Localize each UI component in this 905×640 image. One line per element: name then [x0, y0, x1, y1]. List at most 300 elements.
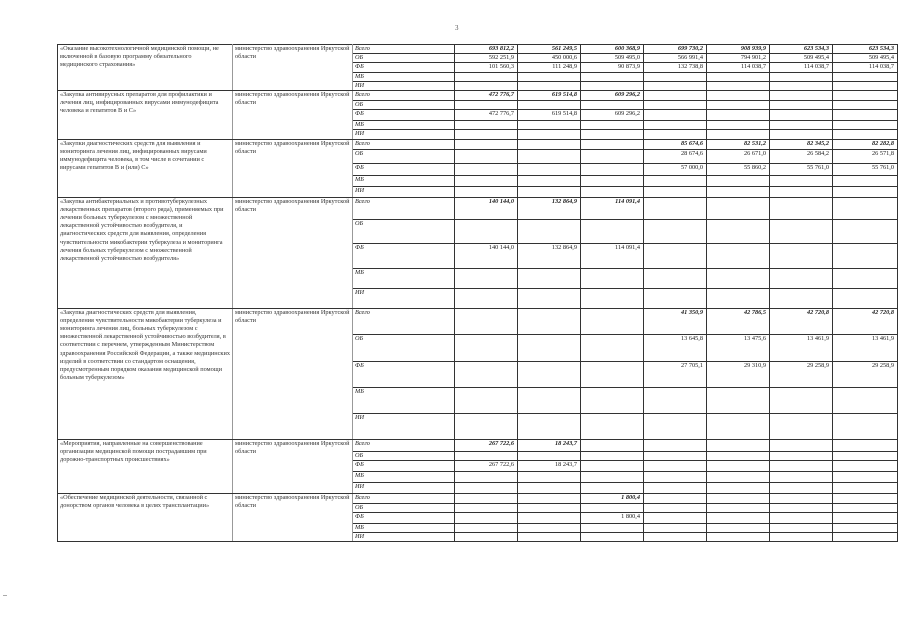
amount-cell — [833, 243, 898, 268]
amount-cell: 623 534,3 — [770, 45, 833, 54]
amount-cell: 794 901,2 — [707, 54, 770, 63]
amount-cell — [707, 175, 770, 186]
amount-cell — [644, 460, 707, 471]
amount-cell — [455, 175, 518, 186]
amount-cell: 140 144,0 — [455, 243, 518, 268]
amount-cell: 26 571,8 — [833, 149, 898, 163]
amount-cell: 82 282,8 — [833, 139, 898, 149]
amount-cell — [518, 482, 581, 493]
amount-cell — [644, 81, 707, 90]
amount-cell — [518, 186, 581, 197]
amount-cell — [770, 513, 833, 524]
amount-cell — [644, 243, 707, 268]
amount-cell — [770, 110, 833, 121]
executor-name: министерство здравоохранения Иркутской области — [233, 493, 353, 542]
amount-cell: 132 864,9 — [518, 243, 581, 268]
margin-mark — [3, 595, 7, 596]
financing-table — [57, 44, 898, 542]
amount-cell — [455, 524, 518, 533]
amount-cell — [644, 413, 707, 439]
amount-cell: 42 720,8 — [770, 308, 833, 334]
funding-source: ИИ — [353, 533, 455, 542]
amount-cell — [455, 361, 518, 387]
amount-cell: 26 671,0 — [707, 149, 770, 163]
amount-cell — [770, 197, 833, 219]
funding-source: ОБ — [353, 451, 455, 460]
amount-cell — [770, 101, 833, 110]
amount-cell — [833, 175, 898, 186]
amount-cell: 1 800,4 — [581, 493, 644, 503]
table-row — [58, 308, 898, 334]
funding-source: МБ — [353, 268, 455, 288]
amount-cell: 619 514,8 — [518, 91, 581, 101]
amount-cell — [518, 130, 581, 139]
amount-cell — [644, 175, 707, 186]
amount-cell — [644, 451, 707, 460]
measure-name: «Оказание высокотехнологичной медицинской помощи, не включенной в базовую программу обязательного медицинского страхования» — [58, 45, 233, 91]
funding-source: ОБ — [353, 54, 455, 63]
amount-cell — [770, 175, 833, 186]
amount-cell — [833, 288, 898, 308]
funding-source: ИИ — [353, 482, 455, 493]
amount-cell: 114 091,4 — [581, 197, 644, 219]
amount-cell — [581, 81, 644, 90]
amount-cell — [707, 243, 770, 268]
amount-cell — [581, 288, 644, 308]
amount-cell — [644, 482, 707, 493]
amount-cell: 609 296,2 — [581, 91, 644, 101]
amount-cell — [770, 493, 833, 503]
amount-cell — [581, 163, 644, 175]
amount-cell — [770, 482, 833, 493]
executor-name: министерство здравоохранения Иркутской области — [233, 197, 353, 308]
funding-source: ФБ — [353, 110, 455, 121]
amount-cell — [770, 533, 833, 542]
amount-cell — [770, 451, 833, 460]
funding-source: МБ — [353, 72, 455, 81]
amount-cell — [455, 268, 518, 288]
amount-cell — [644, 91, 707, 101]
amount-cell — [455, 387, 518, 413]
amount-cell — [581, 460, 644, 471]
amount-cell: 509 495,4 — [770, 54, 833, 63]
funding-source: МБ — [353, 387, 455, 413]
amount-cell — [707, 451, 770, 460]
amount-cell — [707, 439, 770, 451]
amount-cell — [833, 197, 898, 219]
amount-cell: 114 091,4 — [581, 243, 644, 268]
amount-cell — [833, 533, 898, 542]
amount-cell: 42 720,8 — [833, 308, 898, 334]
amount-cell — [644, 197, 707, 219]
amount-cell — [833, 513, 898, 524]
amount-cell — [770, 219, 833, 243]
amount-cell — [581, 482, 644, 493]
amount-cell — [833, 130, 898, 139]
amount-cell — [644, 110, 707, 121]
measure-name: «Закупка антивирусных препаратов для профилактики и лечения лиц, инфицированных вирусами иммунодефицита человека и гепатитов В и С» — [58, 91, 233, 140]
funding-source: ИИ — [353, 81, 455, 90]
amount-cell — [455, 493, 518, 503]
amount-cell: 82 531,2 — [707, 139, 770, 149]
amount-cell: 13 645,8 — [644, 334, 707, 361]
amount-cell — [518, 121, 581, 130]
amount-cell — [455, 149, 518, 163]
funding-source: ФБ — [353, 460, 455, 471]
measure-name: «Мероприятия, направленные на совершенствование организации медицинской помощи пострадавшим при дорожно-транспортных происшествиях» — [58, 439, 233, 493]
amount-cell — [644, 101, 707, 110]
amount-cell — [833, 482, 898, 493]
amount-cell — [518, 387, 581, 413]
executor-name: министерство здравоохранения Иркутской области — [233, 45, 353, 91]
amount-cell — [518, 451, 581, 460]
table-row — [58, 197, 898, 219]
amount-cell — [644, 524, 707, 533]
amount-cell: 114 038,7 — [833, 63, 898, 72]
amount-cell — [644, 186, 707, 197]
amount-cell: 600 368,9 — [581, 45, 644, 54]
amount-cell: 699 730,2 — [644, 45, 707, 54]
amount-cell: 55 761,0 — [833, 163, 898, 175]
amount-cell — [707, 482, 770, 493]
amount-cell: 57 000,0 — [644, 163, 707, 175]
amount-cell: 908 939,9 — [707, 45, 770, 54]
amount-cell — [581, 101, 644, 110]
amount-cell — [707, 503, 770, 512]
funding-source: ФБ — [353, 513, 455, 524]
amount-cell — [833, 72, 898, 81]
amount-cell — [455, 503, 518, 512]
table-body — [58, 45, 898, 542]
amount-cell — [833, 387, 898, 413]
amount-cell: 55 761,0 — [770, 163, 833, 175]
amount-cell: 85 674,6 — [644, 139, 707, 149]
amount-cell: 18 243,7 — [518, 439, 581, 451]
amount-cell: 609 296,2 — [581, 110, 644, 121]
funding-source: Всего — [353, 91, 455, 101]
amount-cell — [644, 533, 707, 542]
amount-cell — [518, 513, 581, 524]
amount-cell — [581, 451, 644, 460]
amount-cell — [707, 197, 770, 219]
amount-cell — [518, 361, 581, 387]
amount-cell — [581, 471, 644, 482]
amount-cell — [833, 460, 898, 471]
funding-source: Всего — [353, 308, 455, 334]
amount-cell: 509 495,0 — [581, 54, 644, 63]
amount-cell — [707, 130, 770, 139]
amount-cell — [833, 219, 898, 243]
amount-cell — [833, 101, 898, 110]
amount-cell — [644, 72, 707, 81]
amount-cell — [707, 72, 770, 81]
amount-cell: 619 514,8 — [518, 110, 581, 121]
amount-cell — [455, 219, 518, 243]
amount-cell: 26 584,2 — [770, 149, 833, 163]
amount-cell — [833, 503, 898, 512]
amount-cell — [518, 471, 581, 482]
amount-cell: 13 461,9 — [833, 334, 898, 361]
page-number: 3 — [455, 24, 459, 32]
amount-cell — [455, 471, 518, 482]
amount-cell: 90 873,9 — [581, 63, 644, 72]
amount-cell — [581, 149, 644, 163]
amount-cell — [455, 513, 518, 524]
amount-cell — [644, 471, 707, 482]
executor-name: министерство здравоохранения Иркутской области — [233, 439, 353, 493]
amount-cell — [581, 308, 644, 334]
amount-cell — [770, 130, 833, 139]
amount-cell — [707, 524, 770, 533]
amount-cell — [833, 471, 898, 482]
amount-cell — [518, 72, 581, 81]
amount-cell — [518, 81, 581, 90]
amount-cell — [833, 81, 898, 90]
amount-cell: 472 776,7 — [455, 91, 518, 101]
amount-cell — [644, 130, 707, 139]
amount-cell — [707, 81, 770, 90]
amount-cell: 114 038,7 — [770, 63, 833, 72]
amount-cell — [770, 186, 833, 197]
amount-cell: 623 534,3 — [833, 45, 898, 54]
funding-source: ИИ — [353, 130, 455, 139]
funding-source: ОБ — [353, 219, 455, 243]
amount-cell — [518, 101, 581, 110]
table-row — [58, 91, 898, 101]
amount-cell: 41 350,9 — [644, 308, 707, 334]
amount-cell — [707, 268, 770, 288]
amount-cell — [518, 149, 581, 163]
amount-cell — [833, 110, 898, 121]
amount-cell — [644, 387, 707, 413]
amount-cell — [644, 288, 707, 308]
amount-cell — [707, 110, 770, 121]
amount-cell — [833, 413, 898, 439]
amount-cell — [707, 387, 770, 413]
amount-cell: 29 258,9 — [770, 361, 833, 387]
amount-cell — [833, 439, 898, 451]
funding-source: Всего — [353, 197, 455, 219]
funding-source: ФБ — [353, 361, 455, 387]
amount-cell — [455, 101, 518, 110]
amount-cell — [644, 493, 707, 503]
funding-source: ОБ — [353, 503, 455, 512]
amount-cell — [581, 524, 644, 533]
funding-source: ИИ — [353, 186, 455, 197]
amount-cell — [581, 219, 644, 243]
executor-name: министерство здравоохранения Иркутской области — [233, 308, 353, 439]
amount-cell — [455, 308, 518, 334]
table-row — [58, 439, 898, 451]
amount-cell — [455, 288, 518, 308]
amount-cell — [707, 219, 770, 243]
amount-cell — [644, 513, 707, 524]
amount-cell — [833, 524, 898, 533]
amount-cell — [707, 533, 770, 542]
amount-cell — [644, 219, 707, 243]
amount-cell — [455, 72, 518, 81]
amount-cell — [833, 451, 898, 460]
amount-cell — [707, 493, 770, 503]
amount-cell — [644, 503, 707, 512]
amount-cell — [455, 334, 518, 361]
amount-cell: 42 786,5 — [707, 308, 770, 334]
amount-cell: 13 461,9 — [770, 334, 833, 361]
amount-cell — [581, 387, 644, 413]
funding-source: ФБ — [353, 163, 455, 175]
measure-name: «Обеспечение медицинской деятельности, связанной с донорством органов человека в целях трансплантации» — [58, 493, 233, 542]
amount-cell — [770, 268, 833, 288]
funding-source: ФБ — [353, 63, 455, 72]
amount-cell — [518, 268, 581, 288]
amount-cell — [518, 175, 581, 186]
funding-source: ИИ — [353, 288, 455, 308]
amount-cell: 566 991,4 — [644, 54, 707, 63]
amount-cell — [707, 121, 770, 130]
amount-cell — [581, 72, 644, 81]
amount-cell: 82 345,2 — [770, 139, 833, 149]
table-row — [58, 45, 898, 54]
funding-source: ИИ — [353, 413, 455, 439]
amount-cell: 28 674,6 — [644, 149, 707, 163]
amount-cell: 472 776,7 — [455, 110, 518, 121]
amount-cell: 27 705,1 — [644, 361, 707, 387]
amount-cell: 55 860,2 — [707, 163, 770, 175]
amount-cell: 13 475,6 — [707, 334, 770, 361]
amount-cell: 132 738,8 — [644, 63, 707, 72]
executor-name: министерство здравоохранения Иркутской области — [233, 91, 353, 140]
amount-cell: 29 310,9 — [707, 361, 770, 387]
amount-cell: 18 243,7 — [518, 460, 581, 471]
amount-cell — [581, 186, 644, 197]
funding-source: Всего — [353, 45, 455, 54]
amount-cell — [518, 334, 581, 361]
amount-cell — [455, 81, 518, 90]
amount-cell — [581, 268, 644, 288]
amount-cell — [518, 524, 581, 533]
amount-cell — [581, 130, 644, 139]
amount-cell — [518, 139, 581, 149]
amount-cell — [581, 361, 644, 387]
measure-name: «Закупка диагностических средств для выявления, определения чувствительности микобактерии туберкулеза и мониторинга лечения лиц, больных туберкулезом с множественной лекарственной устойчивостью возбудителя, в соответствии с перечнем, утвержденным Министерством здравоохранения Российской Федерации, а также медицинских изделий в соответствии со стандартом оснащения, предусмотренным порядком оказания медицинской помощи больным туберкулезом» — [58, 308, 233, 439]
amount-cell — [581, 334, 644, 361]
amount-cell — [833, 91, 898, 101]
amount-cell: 509 495,4 — [833, 54, 898, 63]
amount-cell — [581, 175, 644, 186]
funding-source: МБ — [353, 471, 455, 482]
amount-cell: 132 864,9 — [518, 197, 581, 219]
amount-cell — [770, 91, 833, 101]
executor-name: министерство здравоохранения Иркутской области — [233, 139, 353, 197]
funding-source: МБ — [353, 524, 455, 533]
amount-cell — [770, 413, 833, 439]
amount-cell — [707, 513, 770, 524]
amount-cell — [707, 288, 770, 308]
amount-cell — [833, 121, 898, 130]
amount-cell — [581, 121, 644, 130]
amount-cell — [581, 533, 644, 542]
amount-cell — [644, 268, 707, 288]
table-row — [58, 493, 898, 503]
amount-cell: 114 038,7 — [707, 63, 770, 72]
amount-cell — [770, 72, 833, 81]
amount-cell — [770, 387, 833, 413]
amount-cell — [707, 413, 770, 439]
amount-cell: 111 248,9 — [518, 63, 581, 72]
funding-source: Всего — [353, 139, 455, 149]
amount-cell: 267 722,6 — [455, 460, 518, 471]
funding-source: МБ — [353, 175, 455, 186]
amount-cell: 693 812,2 — [455, 45, 518, 54]
amount-cell — [581, 439, 644, 451]
funding-source: ОБ — [353, 101, 455, 110]
amount-cell — [770, 243, 833, 268]
amount-cell: 140 144,0 — [455, 197, 518, 219]
amount-cell — [518, 533, 581, 542]
amount-cell — [770, 460, 833, 471]
funding-source: ОБ — [353, 149, 455, 163]
amount-cell — [770, 503, 833, 512]
amount-cell — [518, 288, 581, 308]
amount-cell — [770, 121, 833, 130]
amount-cell — [518, 413, 581, 439]
funding-source: ФБ — [353, 243, 455, 268]
amount-cell — [833, 493, 898, 503]
amount-cell — [707, 460, 770, 471]
amount-cell — [707, 91, 770, 101]
amount-cell — [770, 471, 833, 482]
amount-cell — [833, 268, 898, 288]
amount-cell — [455, 186, 518, 197]
amount-cell — [518, 163, 581, 175]
funding-source: Всего — [353, 439, 455, 451]
amount-cell — [707, 101, 770, 110]
amount-cell — [455, 482, 518, 493]
amount-cell — [770, 439, 833, 451]
measure-name: «Закупка антибактериальных и противотуберкулезных лекарственных препаратов (второго ряда), применяемых при лечении больных туберкулезом с множественной лекарственной устойчивостью возбудителя, и диагностических средств для выявления, определения чувствительности микобактерии туберкулеза и мониторинга лечения больных туберкулезом с множественной лекарственной устойчивостью возбудителя» — [58, 197, 233, 308]
amount-cell: 561 249,5 — [518, 45, 581, 54]
amount-cell — [455, 451, 518, 460]
amount-cell — [455, 533, 518, 542]
funding-source: Всего — [353, 493, 455, 503]
amount-cell: 101 560,3 — [455, 63, 518, 72]
amount-cell — [644, 439, 707, 451]
amount-cell — [707, 471, 770, 482]
amount-cell — [581, 139, 644, 149]
amount-cell — [455, 139, 518, 149]
amount-cell — [833, 186, 898, 197]
measure-name: «Закупки диагностических средств для выявления и мониторинга лечения лиц, инфицированных вирусами иммунодефицита человека, в том числе в сочетании с вирусами гепатитов В и (или) С» — [58, 139, 233, 197]
table-row — [58, 139, 898, 149]
amount-cell — [455, 163, 518, 175]
amount-cell: 450 000,6 — [518, 54, 581, 63]
funding-source: ОБ — [353, 334, 455, 361]
amount-cell — [707, 186, 770, 197]
amount-cell — [770, 524, 833, 533]
amount-cell — [581, 413, 644, 439]
amount-cell — [770, 288, 833, 308]
amount-cell: 29 258,9 — [833, 361, 898, 387]
amount-cell: 1 800,4 — [581, 513, 644, 524]
amount-cell — [770, 81, 833, 90]
amount-cell: 267 722,6 — [455, 439, 518, 451]
amount-cell — [455, 413, 518, 439]
amount-cell — [518, 308, 581, 334]
amount-cell — [518, 503, 581, 512]
amount-cell — [455, 121, 518, 130]
amount-cell — [581, 503, 644, 512]
amount-cell: 592 251,9 — [455, 54, 518, 63]
